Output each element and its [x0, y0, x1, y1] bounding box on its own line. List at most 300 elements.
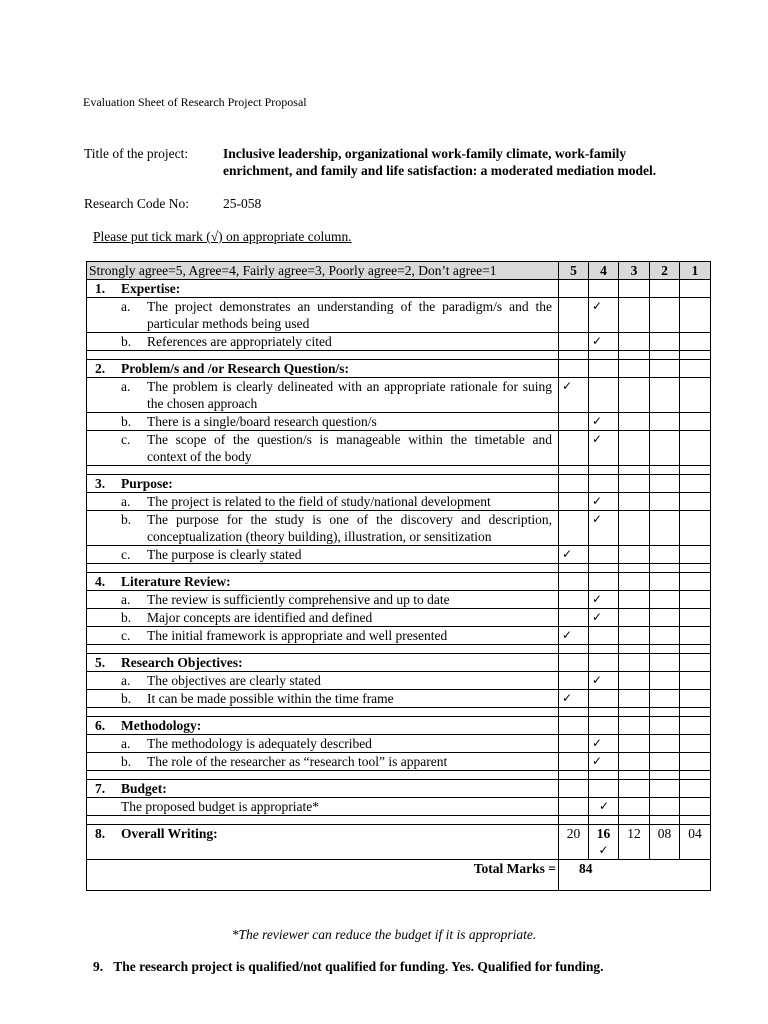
rating-cell-empty [680, 280, 711, 298]
criterion-content [89, 546, 556, 563]
project-title-label: Title of the project: [84, 146, 189, 161]
rating-cell-5[interactable] [559, 333, 589, 351]
rating-cell-3[interactable] [619, 753, 650, 771]
spacer-cell [619, 816, 650, 825]
spacer-cell [650, 771, 680, 780]
rating-cell-5[interactable] [559, 493, 589, 511]
spacer-cell [650, 645, 680, 654]
rating-cell-5[interactable] [559, 609, 589, 627]
rating-scale-legend: Strongly agree=5, Agree=4, Fairly agree=3, Poorly agree=2, Don’t agree=1 [87, 262, 559, 280]
rating-cell-3[interactable] [619, 735, 650, 753]
section-number: 1. [95, 281, 106, 296]
column-header-1: 1 [680, 262, 711, 280]
section-heading [89, 654, 556, 671]
section-heading [89, 360, 556, 377]
spacer-cell [87, 645, 559, 654]
rating-cell-empty [650, 780, 680, 798]
rating-cell-2[interactable] [650, 735, 680, 753]
rating-cell-5[interactable] [559, 378, 589, 413]
rating-cell-4[interactable] [589, 546, 619, 564]
criterion [87, 333, 559, 351]
criterion [87, 493, 559, 511]
rating-cell-4[interactable] [589, 511, 619, 546]
rating-cell-3[interactable] [619, 609, 650, 627]
spacer-cell [680, 351, 711, 360]
overall-score-04[interactable] [680, 825, 711, 860]
check-mark-icon: ✓ [592, 299, 603, 313]
check-mark-icon: ✓ [592, 414, 603, 428]
rating-cell-2[interactable] [650, 627, 680, 645]
overall-score-08[interactable] [650, 825, 680, 860]
overall-score-value: 04 [688, 826, 702, 841]
check-mark-icon: ✓ [599, 799, 610, 813]
rating-cell-2[interactable] [650, 591, 680, 609]
budget-text: The proposed budget is appropriate* [121, 799, 319, 814]
check-mark-icon: ✓ [598, 843, 609, 857]
rating-cell-empty [589, 360, 619, 378]
rating-cell-empty [680, 780, 711, 798]
rating-cell-1[interactable] [680, 690, 711, 708]
spacer-cell [559, 564, 589, 573]
rating-cell-4[interactable] [589, 672, 619, 690]
criterion-text: The initial framework is appropriate and well presented [147, 628, 448, 643]
rating-cell-empty [619, 654, 650, 672]
criterion [87, 511, 559, 546]
rating-cell-3[interactable] [619, 493, 650, 511]
section-number: 7. [95, 781, 106, 796]
rating-cell-3[interactable] [619, 431, 650, 466]
section-header [87, 360, 559, 378]
criterion-text: The purpose for the study is one of the discovery and description, conceptualization (theory building), illustration, or sensitization [147, 512, 552, 544]
rating-cell-empty [650, 654, 680, 672]
overall-score-value: 20 [566, 826, 581, 841]
rating-cell-2[interactable] [650, 690, 680, 708]
rating-cell-1[interactable] [680, 333, 711, 351]
criterion-row [87, 546, 711, 564]
column-header-4: 4 [589, 262, 619, 280]
rating-cell-4[interactable] [589, 431, 619, 466]
section-number: 6. [95, 718, 106, 733]
section-heading [89, 475, 556, 492]
spacer-row [87, 466, 711, 475]
rating-cell-2[interactable] [650, 378, 680, 413]
research-code-value: 25-058 [223, 196, 262, 211]
criterion-letter: a. [121, 379, 131, 394]
criterion-row [87, 753, 711, 771]
criterion-content [89, 298, 556, 332]
rating-cell-empty [680, 573, 711, 591]
criterion-content [89, 493, 556, 510]
section-heading [89, 780, 556, 797]
section-number: 4. [95, 574, 106, 589]
spacer-row [87, 771, 711, 780]
criterion-content [89, 591, 556, 608]
rating-cell-4[interactable] [589, 591, 619, 609]
rating-cell-empty [559, 780, 589, 798]
tick-instruction: Please put tick mark (√) on appropriate column. [93, 229, 352, 244]
rating-cell-empty [559, 360, 589, 378]
criterion-content [89, 735, 556, 752]
criterion-text: There is a single/board research question/s [147, 414, 377, 429]
spacer-cell [650, 708, 680, 717]
criterion [87, 298, 559, 333]
section-header [87, 280, 559, 298]
rating-cell-4[interactable] [589, 798, 619, 816]
rating-cell-3[interactable] [619, 627, 650, 645]
rating-cell-empty [650, 280, 680, 298]
rating-cell-3[interactable] [619, 672, 650, 690]
overall-score-20[interactable] [559, 825, 589, 860]
section-title: Problem/s and /or Research Question/s: [121, 361, 350, 376]
rating-cell-1[interactable] [680, 672, 711, 690]
rating-cell-5[interactable] [559, 511, 589, 546]
rating-cell-5[interactable] [559, 298, 589, 333]
spacer-cell [650, 351, 680, 360]
criterion-row [87, 591, 711, 609]
rating-cell-empty [619, 475, 650, 493]
rating-cell-empty [619, 717, 650, 735]
criterion [87, 627, 559, 645]
section-header-row [87, 573, 711, 591]
rating-cell-1[interactable] [680, 431, 711, 466]
spacer-cell [680, 466, 711, 475]
overall-score-12[interactable] [619, 825, 650, 860]
document-heading: Evaluation Sheet of Research Project Proposal [83, 95, 307, 109]
section-header [87, 780, 559, 798]
spacer-cell [680, 645, 711, 654]
section-title: Research Objectives: [121, 655, 243, 670]
rating-cell-2[interactable] [650, 546, 680, 564]
section-header-row [87, 780, 711, 798]
criterion-row [87, 333, 711, 351]
section-header-row [87, 825, 711, 860]
rating-cell-3[interactable] [619, 511, 650, 546]
criterion-text: The problem is clearly delineated with an appropriate rationale for suing the chosen approach [147, 379, 552, 411]
rating-cell-2[interactable] [650, 298, 680, 333]
rating-cell-empty [619, 780, 650, 798]
rating-cell-empty [589, 654, 619, 672]
spacer-cell [559, 351, 589, 360]
rating-cell-2[interactable] [650, 431, 680, 466]
criterion-text: The project is related to the field of study/national development [147, 494, 491, 509]
rating-cell-4[interactable] [589, 413, 619, 431]
criterion [87, 431, 559, 466]
rating-cell-3[interactable] [619, 298, 650, 333]
rating-cell-4[interactable] [589, 333, 619, 351]
project-title-value: Inclusive leadership, organizational work-family climate, work-family enrichment, and family and life satisfaction: a moderated mediation model. [223, 146, 657, 178]
check-mark-icon: ✓ [562, 547, 573, 561]
rating-cell-4[interactable] [589, 627, 619, 645]
rating-cell-4[interactable] [589, 378, 619, 413]
check-mark-icon: ✓ [592, 610, 603, 624]
criterion [87, 546, 559, 564]
rating-cell-2[interactable] [650, 672, 680, 690]
rating-cell-empty [559, 717, 589, 735]
rating-cell-empty [619, 360, 650, 378]
criterion-letter: c. [121, 547, 131, 562]
section-header [87, 717, 559, 735]
overall-score-16[interactable] [589, 825, 619, 860]
evaluation-table [86, 261, 711, 891]
research-code-label: Research Code No: [84, 196, 189, 211]
check-mark-icon: ✓ [562, 691, 573, 705]
section-title: Purpose: [121, 476, 173, 491]
criterion-text: References are appropriately cited [147, 334, 332, 349]
criterion-row [87, 690, 711, 708]
overall-score-value: 12 [627, 826, 641, 841]
criterion-content [89, 609, 556, 626]
rating-cell-2[interactable] [650, 753, 680, 771]
check-mark-icon: ✓ [592, 334, 603, 348]
criterion [87, 690, 559, 708]
rating-cell-empty [589, 475, 619, 493]
criterion-letter: a. [121, 494, 131, 509]
spacer-cell [650, 466, 680, 475]
section-heading [89, 717, 556, 734]
rating-cell-4[interactable] [589, 609, 619, 627]
rating-cell-4[interactable] [589, 298, 619, 333]
rating-cell-empty [650, 360, 680, 378]
rating-cell-1[interactable] [680, 546, 711, 564]
section-heading [89, 573, 556, 590]
spacer-cell [559, 645, 589, 654]
check-mark-icon: ✓ [592, 754, 603, 768]
rating-cell-empty [650, 475, 680, 493]
rating-cell-2[interactable] [650, 413, 680, 431]
criterion-letter: c. [121, 432, 131, 447]
section-number: 8. [95, 826, 106, 841]
spacer-row [87, 816, 711, 825]
criterion-text: Major concepts are identified and defined [147, 610, 373, 625]
rating-cell-1[interactable] [680, 627, 711, 645]
criterion-row [87, 609, 711, 627]
rating-cell-2[interactable] [650, 493, 680, 511]
rating-cell-empty [650, 573, 680, 591]
spacer-row [87, 351, 711, 360]
rating-cell-empty [559, 654, 589, 672]
total-marks-label: Total Marks = [87, 860, 559, 891]
criterion-letter: a. [121, 299, 131, 314]
spacer-cell [619, 645, 650, 654]
criterion-text: The review is sufficiently comprehensive and up to date [147, 592, 450, 607]
check-mark-icon: ✓ [562, 379, 573, 393]
column-header-3: 3 [619, 262, 650, 280]
spacer-cell [87, 708, 559, 717]
criterion-content [89, 431, 556, 465]
rating-cell-empty [680, 475, 711, 493]
criterion-letter: b. [121, 512, 132, 527]
section-header-row [87, 475, 711, 493]
section-title: Overall Writing: [121, 826, 218, 841]
spacer-cell [680, 708, 711, 717]
spacer-cell [589, 771, 619, 780]
spacer-row [87, 645, 711, 654]
section-header [87, 654, 559, 672]
rating-cell-1[interactable] [680, 609, 711, 627]
criterion-letter: b. [121, 691, 132, 706]
spacer-cell [559, 708, 589, 717]
rating-cell-2[interactable] [650, 511, 680, 546]
spacer-cell [619, 708, 650, 717]
check-mark-icon: ✓ [592, 736, 603, 750]
criterion [87, 672, 559, 690]
criterion-row [87, 672, 711, 690]
rating-cell-5[interactable] [559, 690, 589, 708]
criterion-letter: b. [121, 334, 132, 349]
criterion [87, 378, 559, 413]
spacer-cell [559, 816, 589, 825]
spacer-cell [680, 564, 711, 573]
criterion-text: The scope of the question/s is manageable within the timetable and context of the body [147, 432, 552, 464]
spacer-cell [87, 816, 559, 825]
rating-cell-1[interactable] [680, 735, 711, 753]
rating-scale-header-row [87, 262, 711, 280]
criterion-text: The role of the researcher as “research tool” is apparent [147, 754, 448, 769]
rating-cell-empty [680, 717, 711, 735]
rating-cell-2[interactable] [650, 798, 680, 816]
rating-cell-1[interactable] [680, 298, 711, 333]
rating-cell-3[interactable] [619, 378, 650, 413]
check-mark-icon: ✓ [562, 628, 573, 642]
section-title: Literature Review: [121, 574, 231, 589]
spacer-cell [589, 564, 619, 573]
evaluation-table-body [87, 262, 711, 891]
criterion-content [89, 672, 556, 689]
rating-cell-empty [619, 280, 650, 298]
section-number: 3. [95, 476, 106, 491]
criterion-letter: c. [121, 628, 131, 643]
criterion-letter: b. [121, 754, 132, 769]
rating-cell-5[interactable] [559, 735, 589, 753]
criterion-row [87, 493, 711, 511]
rating-cell-1[interactable] [680, 753, 711, 771]
criterion-row [87, 511, 711, 546]
rating-cell-empty [680, 360, 711, 378]
section-number: 5. [95, 655, 106, 670]
rating-cell-1[interactable] [680, 493, 711, 511]
check-mark-icon: ✓ [592, 592, 603, 606]
section-header [87, 825, 559, 860]
criterion [87, 753, 559, 771]
criterion-text: The project demonstrates an understanding of the paradigm/s and the particular methods being used [147, 299, 552, 331]
rating-cell-5[interactable] [559, 672, 589, 690]
section-heading [89, 825, 556, 842]
column-header-2: 2 [650, 262, 680, 280]
rating-cell-1[interactable] [680, 511, 711, 546]
spacer-row [87, 564, 711, 573]
rating-cell-empty [589, 717, 619, 735]
spacer-cell [87, 564, 559, 573]
rating-cell-4[interactable] [589, 735, 619, 753]
budget-footnote: *The reviewer can reduce the budget if it is appropriate. [231, 927, 537, 942]
spacer-row [87, 708, 711, 717]
spacer-cell [650, 816, 680, 825]
section-title: Expertise: [121, 281, 181, 296]
spacer-cell [589, 708, 619, 717]
criterion-letter: a. [121, 736, 131, 751]
criterion-letter: a. [121, 592, 131, 607]
rating-cell-1[interactable] [680, 798, 711, 816]
criterion-text: The methodology is adequately described [147, 736, 372, 751]
spacer-cell [680, 816, 711, 825]
rating-cell-3[interactable] [619, 333, 650, 351]
rating-cell-2[interactable] [650, 333, 680, 351]
rating-cell-3[interactable] [619, 798, 650, 816]
rating-cell-empty [589, 780, 619, 798]
rating-cell-2[interactable] [650, 609, 680, 627]
spacer-cell [650, 564, 680, 573]
rating-cell-5[interactable] [559, 798, 589, 816]
rating-cell-1[interactable] [680, 591, 711, 609]
criterion-content [89, 333, 556, 350]
criterion-row [87, 431, 711, 466]
criterion-text: The objectives are clearly stated [147, 673, 321, 688]
rating-cell-3[interactable] [619, 546, 650, 564]
spacer-cell [589, 645, 619, 654]
rating-cell-empty [589, 280, 619, 298]
spacer-cell [619, 351, 650, 360]
rating-cell-4[interactable] [589, 753, 619, 771]
criterion-row [87, 413, 711, 431]
criterion-text: It can be made possible within the time frame [147, 691, 394, 706]
criterion-row [87, 735, 711, 753]
rating-cell-5[interactable] [559, 546, 589, 564]
section-title: Budget: [121, 781, 167, 796]
check-mark-icon: ✓ [592, 512, 603, 526]
criterion-content [89, 413, 556, 430]
criterion-row [87, 378, 711, 413]
rating-cell-empty [559, 280, 589, 298]
rating-cell-3[interactable] [619, 690, 650, 708]
spacer-cell [87, 466, 559, 475]
rating-cell-5[interactable] [559, 753, 589, 771]
rating-cell-empty [559, 573, 589, 591]
check-mark-icon: ✓ [592, 673, 603, 687]
rating-cell-5[interactable] [559, 591, 589, 609]
total-row [87, 860, 711, 891]
rating-cell-empty [619, 573, 650, 591]
rating-cell-5[interactable] [559, 413, 589, 431]
overall-score-value: 08 [657, 826, 672, 841]
spacer-cell [619, 771, 650, 780]
rating-cell-3[interactable] [619, 591, 650, 609]
spacer-cell [87, 771, 559, 780]
criterion [87, 413, 559, 431]
criterion-row [87, 798, 711, 816]
rating-cell-3[interactable] [619, 413, 650, 431]
criterion-content [89, 627, 556, 644]
rating-cell-4[interactable] [589, 690, 619, 708]
rating-cell-empty [589, 573, 619, 591]
funding-decision: 9. The research project is qualified/not qualified for funding. Yes. Qualified for funding. [93, 959, 604, 974]
section-header-row [87, 717, 711, 735]
rating-cell-1[interactable] [680, 413, 711, 431]
rating-cell-1[interactable] [680, 378, 711, 413]
budget-criterion [87, 798, 559, 816]
criterion [87, 591, 559, 609]
criterion-letter: b. [121, 610, 132, 625]
section-number: 2. [95, 361, 106, 376]
total-marks-value: 84 [559, 860, 711, 891]
section-header [87, 475, 559, 493]
rating-cell-empty [680, 654, 711, 672]
spacer-cell [87, 351, 559, 360]
spacer-cell [619, 466, 650, 475]
rating-cell-5[interactable] [559, 431, 589, 466]
rating-cell-4[interactable] [589, 493, 619, 511]
check-mark-icon: ✓ [592, 432, 603, 446]
rating-cell-5[interactable] [559, 627, 589, 645]
